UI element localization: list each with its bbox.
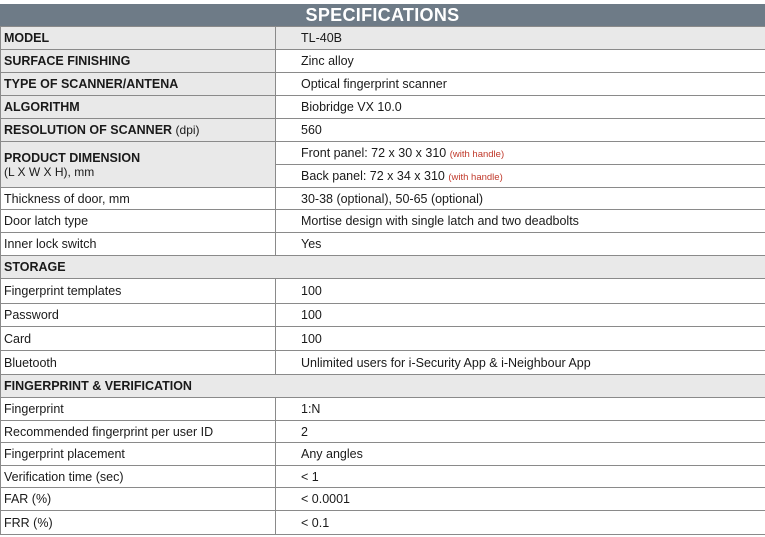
row-value: < 1 bbox=[276, 466, 765, 488]
front-panel-note: (with handle) bbox=[449, 149, 505, 160]
row-value: 100 bbox=[276, 304, 765, 327]
row-label-unit: (dpi) bbox=[175, 123, 200, 137]
dimension-sublabel: (L X W X H), mm bbox=[4, 164, 95, 179]
row-value: 2 bbox=[276, 421, 765, 443]
row-label: FRR (%) bbox=[1, 511, 276, 535]
row-value: TL-40B bbox=[276, 27, 765, 50]
row-value: Mortise design with single latch and two deadbolts bbox=[276, 210, 765, 233]
row-label: Door latch type bbox=[1, 210, 276, 233]
row-value: 100 bbox=[276, 279, 765, 304]
table-row bbox=[1, 304, 765, 327]
row-label bbox=[1, 142, 276, 188]
row-label: Card bbox=[1, 327, 276, 351]
table-row bbox=[1, 421, 765, 443]
row-label: FAR (%) bbox=[1, 488, 276, 511]
front-panel-dim: Front panel: 72 x 30 x 310 bbox=[301, 146, 447, 160]
row-value: 30-38 (optional), 50-65 (optional) bbox=[276, 188, 765, 210]
table-row bbox=[1, 443, 765, 466]
row-label: MODEL bbox=[1, 27, 276, 50]
row-label: Verification time (sec) bbox=[1, 466, 276, 488]
back-panel-dim: Back panel: 72 x 34 x 310 bbox=[301, 169, 445, 183]
table-row bbox=[1, 50, 765, 73]
section-heading-storage bbox=[1, 256, 765, 279]
table-row bbox=[1, 466, 765, 488]
table-row bbox=[1, 488, 765, 511]
front-panel bbox=[276, 142, 765, 164]
section-title: FINGERPRINT & VERIFICATION bbox=[1, 375, 765, 398]
table-row bbox=[1, 398, 765, 421]
row-label: Password bbox=[1, 304, 276, 327]
row-value: Any angles bbox=[276, 443, 765, 466]
table-row bbox=[1, 27, 765, 50]
back-panel bbox=[276, 164, 765, 187]
table-row bbox=[1, 511, 765, 535]
table-row bbox=[1, 73, 765, 96]
page-title: SPECIFICATIONS bbox=[0, 4, 765, 26]
section-title: STORAGE bbox=[1, 256, 765, 279]
table-row bbox=[1, 188, 765, 210]
table-row bbox=[1, 279, 765, 304]
row-value: 100 bbox=[276, 327, 765, 351]
row-value: < 0.0001 bbox=[276, 488, 765, 511]
row-value: Yes bbox=[276, 233, 765, 256]
row-label: SURFACE FINISHING bbox=[1, 50, 276, 73]
row-value: 1:N bbox=[276, 398, 765, 421]
row-label: Fingerprint bbox=[1, 398, 276, 421]
table-row bbox=[1, 327, 765, 351]
row-value bbox=[276, 142, 765, 188]
table-row bbox=[1, 210, 765, 233]
row-label: Fingerprint placement bbox=[1, 443, 276, 466]
row-value: Optical fingerprint scanner bbox=[276, 73, 765, 96]
table-row bbox=[1, 233, 765, 256]
section-heading-fingerprint bbox=[1, 375, 765, 398]
row-label: Thickness of door, mm bbox=[1, 188, 276, 210]
row-label-text: RESOLUTION OF SCANNER bbox=[4, 123, 173, 137]
table-row bbox=[1, 96, 765, 119]
row-label: TYPE OF SCANNER/ANTENA bbox=[1, 73, 276, 96]
row-value: Unlimited users for i-Security App & i-Neighbour App bbox=[276, 351, 765, 375]
row-label: Recommended fingerprint per user ID bbox=[1, 421, 276, 443]
table-row bbox=[1, 351, 765, 375]
row-label: Bluetooth bbox=[1, 351, 276, 375]
row-label: Inner lock switch bbox=[1, 233, 276, 256]
dimension-label: PRODUCT DIMENSION bbox=[4, 150, 141, 165]
row-value: < 0.1 bbox=[276, 511, 765, 535]
row-label: Fingerprint templates bbox=[1, 279, 276, 304]
row-value: 560 bbox=[276, 119, 765, 142]
row-label: ALGORITHM bbox=[1, 96, 276, 119]
row-value: Zinc alloy bbox=[276, 50, 765, 73]
table-row-dimension bbox=[1, 142, 765, 188]
row-label bbox=[1, 119, 276, 142]
spec-table bbox=[0, 26, 765, 535]
back-panel-note: (with handle) bbox=[448, 172, 503, 183]
row-value: Biobridge VX 10.0 bbox=[276, 96, 765, 119]
table-row bbox=[1, 119, 765, 142]
